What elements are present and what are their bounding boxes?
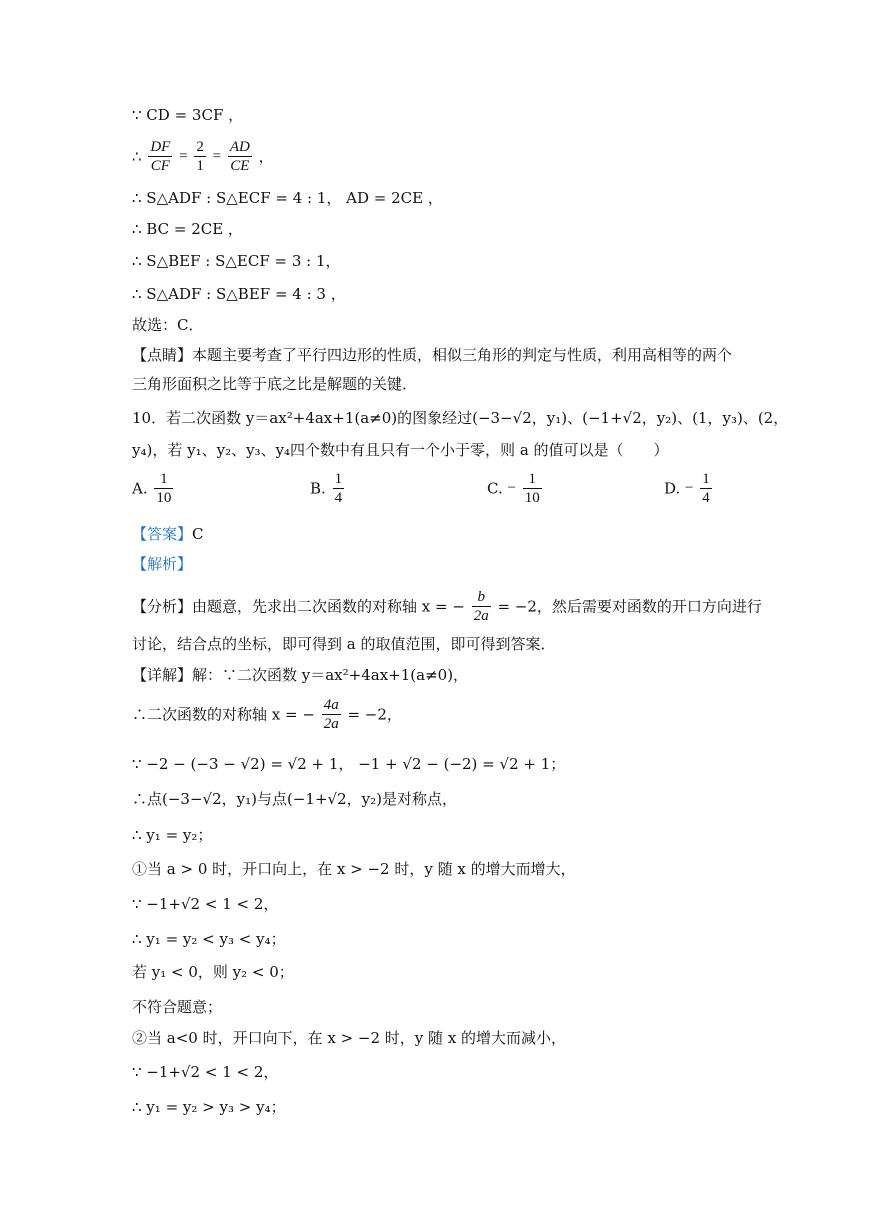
question-10-line-2: y₄)，若 y₁、y₂、y₃、y₄四个数中有且只有一个小于零，则 a 的值可以是（ ） [132, 441, 669, 459]
fraction: $\frac{DF}{CF}$ [150, 139, 171, 174]
text-line: 故选：C． [132, 316, 204, 334]
detail-line: ∵ −2 − (−3 − √2) = √2 + 1， −1 + √2 − (−2) = √2 + 1； [132, 755, 566, 773]
text-line: ∴ BC = 2CE ， [132, 220, 243, 238]
detail-line: ②当 a<0 时，开口向下，在 x > −2 时，y 随 x 的增大而减小， [132, 1029, 567, 1047]
detail-line: ∴ y₁ = y₂ < y₃ < y₄； [132, 930, 286, 948]
analysis-line-2: 讨论，结合点的坐标，即可得到 a 的取值范围，即可得到答案． [132, 635, 556, 653]
answer-line [132, 524, 204, 544]
fraction: $\frac{AD}{CE}$ [229, 139, 250, 174]
text-line: 【点睛】本题主要考查了平行四边形的性质，相似三角形的判定与性质，利用高相等的两个 [132, 346, 733, 364]
detail-line: ①当 a > 0 时，开口向上，在 x > −2 时，y 随 x 的增大而增大， [132, 860, 576, 878]
text-line: ∴ S△ADF : S△ECF = 4 : 1， AD = 2CE ， [132, 189, 443, 207]
analysis-line-1: 【分析】由题意，先求出二次函数的对称轴 x = − $\frac{b}{2a}$ = −2，然后需要对函数的开口方向进行 [132, 589, 762, 624]
answer-value: C [192, 525, 204, 543]
detail-line: ∴ y₁ = y₂ > y₃ > y₄； [132, 1098, 286, 1116]
fraction: $\frac{4a}{2a}$ [323, 697, 339, 732]
detail-line: 【详解】解：∵二次函数 y＝ax²+4ax+1(a≠0)， [132, 666, 469, 684]
option-d: D. − $\frac{1}{4}$ [664, 471, 710, 506]
option-a: A. $\frac{1}{10}$ [132, 471, 172, 506]
detail-line: 不符合题意； [132, 998, 223, 1016]
text-line: ∴ S△ADF : S△BEF = 4 : 3 ， [132, 285, 346, 303]
detail-line: ∵ −1+√2 < 1 < 2， [132, 1063, 279, 1081]
detail-line: ∵ −1+√2 < 1 < 2， [132, 895, 279, 913]
text-line: ∵ CD = 3CF ， [132, 106, 244, 124]
analysis-tag: 【解析】 [132, 555, 193, 573]
question-10-line-1: 10．若二次函数 y＝ax²+4ax+1(a≠0)的图象经过(−3−√2，y₁)、(−1+√2，y₂)、(1，y₃)、(2， [132, 409, 789, 427]
option-c: C. − $\frac{1}{10}$ [487, 471, 540, 506]
detail-line: ∴点(−3−√2，y₁)与点(−1+√2，y₂)是对称点， [132, 790, 457, 808]
detail-line: ∴ y₁ = y₂； [132, 826, 213, 844]
option-b: B. $\frac{1}{4}$ [310, 471, 343, 506]
detail-line-axis: ∴二次函数的对称轴 x = − $\frac{4a}{2a}$ = −2， [132, 697, 402, 732]
text-line: ∴ S△BEF : S△ECF = 3 : 1， [132, 252, 341, 270]
answer-tag: 【答案】 [132, 525, 193, 543]
text-line-fractions: ∴ $\frac{DF}{CF}$ = $\frac{2}{1}$ = $\frac{AD}{CE}$ ， [132, 139, 274, 174]
text-line: 三角形面积之比等于底之比是解题的关键． [132, 375, 418, 393]
detail-line: 若 y₁ < 0，则 y₂ < 0； [132, 963, 294, 981]
fraction: $\frac{2}{1}$ [196, 139, 204, 174]
fraction: $\frac{b}{2a}$ [473, 589, 489, 624]
